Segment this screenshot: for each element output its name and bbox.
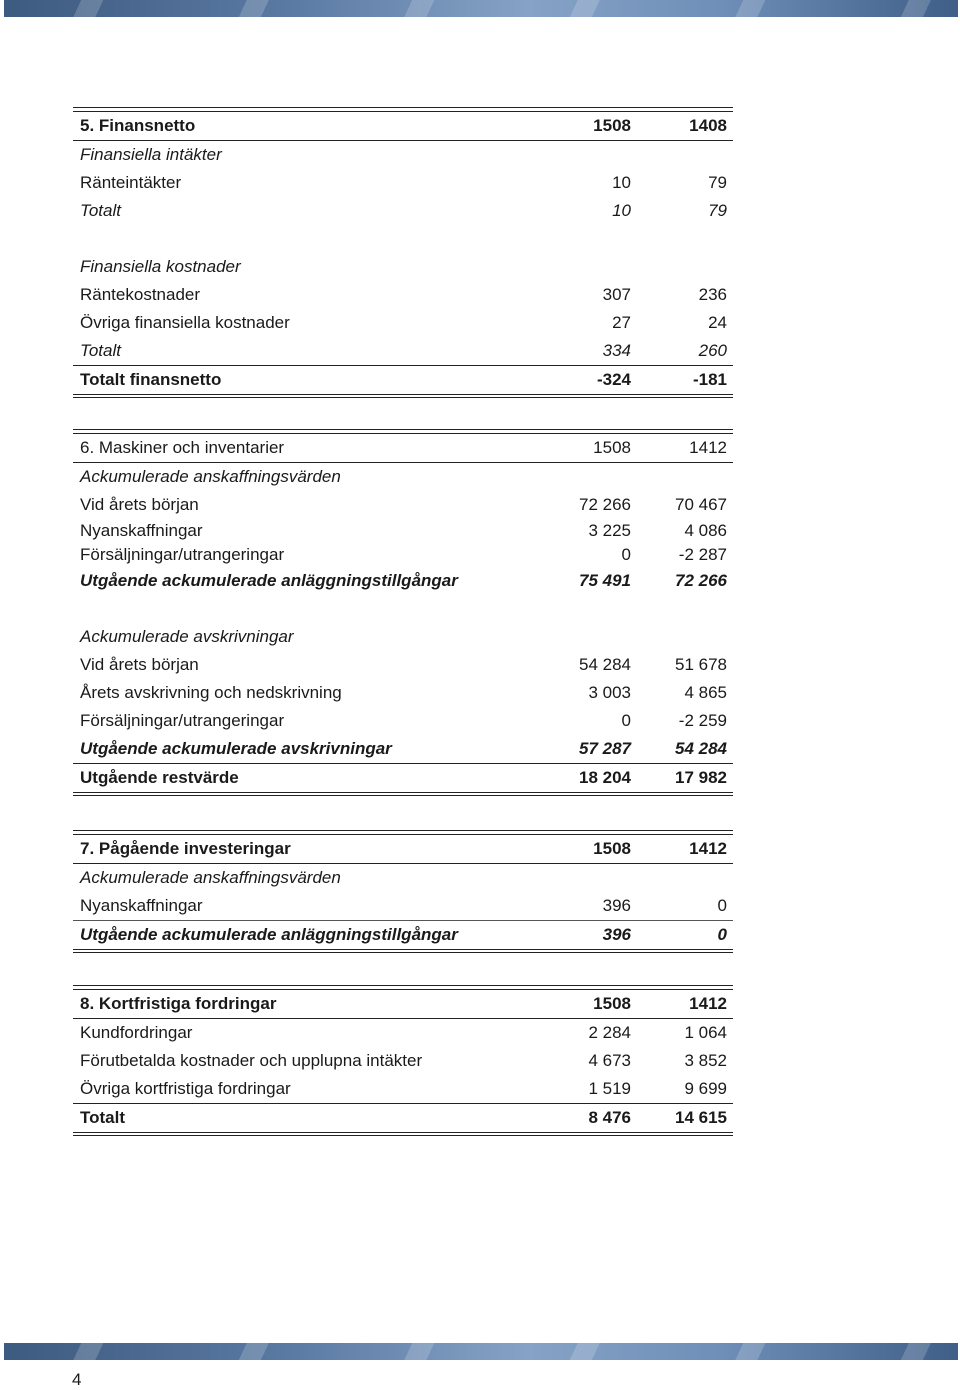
row-value-2: 260 [698,341,727,360]
section-heading: 8. Kortfristiga fordringar [80,994,277,1013]
double-rule [73,792,733,796]
row-label: Utgående ackumulerade avskrivningar [80,739,392,758]
row-value-1: 2 284 [588,1023,631,1042]
section-pagaende [73,830,733,953]
row-value-2: 24 [708,313,727,332]
row-value-2: 3 852 [684,1051,727,1070]
row-value-2: 4 086 [684,521,727,540]
table-row [73,253,733,281]
section-heading-row [73,990,733,1019]
subtotal-row [73,735,733,764]
table-row [73,679,733,707]
row-value-2: 1 064 [684,1023,727,1042]
table-row [73,519,733,543]
row-label: Utgående ackumulerade anläggningstillgångar [80,571,458,590]
row-value-1: 10 [612,201,631,220]
double-rule [73,1132,733,1136]
row-label: Vid årets början [80,655,199,674]
section-fordringar [73,985,733,1136]
row-label: Ackumulerade anskaffningsvärden [80,467,341,486]
table-row [73,543,733,567]
row-value-1: 4 673 [588,1051,631,1070]
total-row [73,764,733,792]
row-label: Ackumulerade avskrivningar [80,627,294,646]
row-label: Vid årets början [80,495,199,514]
row-value-2: 54 284 [675,739,727,758]
section-heading: 6. Maskiner och inventarier [80,438,285,457]
row-value-2: 14 615 [675,1108,727,1127]
table-row [73,281,733,309]
row-value-2: 70 467 [675,495,727,514]
table-row [73,169,733,197]
row-label: Totalt finansnetto [80,370,222,389]
row-value-2: 0 [717,896,727,915]
table-row [73,864,733,892]
row-value-1: -324 [596,370,631,389]
row-label: Utgående restvärde [80,768,239,787]
table-row [73,337,733,366]
row-value-1: 72 266 [579,495,631,514]
row-value-2: 79 [708,173,727,192]
footer-band [4,1343,958,1360]
row-label: Förutbetalda kostnader och upplupna intäkter [80,1051,423,1070]
table-row [73,892,733,921]
row-label: Ränteintäkter [80,173,182,192]
row-value-1: 18 204 [579,768,631,787]
row-label: Räntekostnader [80,285,201,304]
row-value-2: 51 678 [675,655,727,674]
row-label: Försäljningar/utrangeringar [80,545,285,564]
row-value-1: 334 [602,341,631,360]
table-row [73,1075,733,1104]
double-rule [73,394,733,398]
row-label: Nyanskaffningar [80,521,203,540]
row-value-1: 3 003 [588,683,631,702]
row-value-2: 79 [708,201,727,220]
row-value-1: 1 519 [588,1079,631,1098]
row-value-2: -2 287 [678,545,727,564]
col-header-2: 1412 [689,994,727,1013]
row-label: Försäljningar/utrangeringar [80,711,285,730]
header-band [4,0,958,17]
table-row [73,141,733,169]
row-value-1: 75 491 [579,571,631,590]
row-label: Ackumulerade anskaffningsvärden [80,868,341,887]
total-row [73,366,733,394]
row-label: Totalt [80,201,121,220]
row-value-2: 17 982 [675,768,727,787]
row-value-2: 4 865 [684,683,727,702]
row-value-2: 9 699 [684,1079,727,1098]
total-row [73,1104,733,1132]
row-value-1: 396 [602,896,631,915]
table-row [73,1019,733,1047]
row-value-2: -2 259 [678,711,727,730]
row-value-1: 27 [612,313,631,332]
section-heading: 7. Pågående investeringar [80,839,291,858]
section-heading: 5. Finansnetto [80,116,196,135]
table-row [73,623,733,651]
subtotal-row [73,567,733,595]
row-value-2: 0 [717,925,727,944]
row-label: Kundfordringar [80,1023,193,1042]
row-label: Finansiella kostnader [80,257,241,276]
table-row [73,1047,733,1075]
row-label: Finansiella intäkter [80,145,222,164]
table-row [73,197,733,225]
row-label: Nyanskaffningar [80,896,203,915]
col-header-2: 1408 [689,116,727,135]
table-row [73,491,733,519]
spacer-row [73,225,733,253]
row-value-1: 57 287 [579,739,631,758]
row-value-1: 3 225 [588,521,631,540]
section-heading-row [73,434,733,463]
col-header-1: 1508 [593,116,631,135]
row-label: Övriga finansiella kostnader [80,313,290,332]
row-value-1: 307 [602,285,631,304]
total-row [73,921,733,949]
page-number: 4 [72,1370,82,1389]
row-label: Totalt [80,341,121,360]
col-header-2: 1412 [689,438,727,457]
col-header-1: 1508 [593,839,631,858]
section-heading-row [73,112,733,141]
row-value-1: 10 [612,173,631,192]
table-row [73,463,733,491]
row-value-1: 396 [602,925,631,944]
section-maskiner [73,429,733,796]
row-label: Årets avskrivning och nedskrivning [80,683,342,702]
row-label: Utgående ackumulerade anläggningstillgångar [80,925,458,944]
row-value-2: -181 [692,370,727,389]
double-rule [73,949,733,953]
row-label: Övriga kortfristiga fordringar [80,1079,291,1098]
row-label: Totalt [80,1108,126,1127]
section-heading-row [73,835,733,864]
table-row [73,707,733,735]
row-value-1: 0 [621,545,631,564]
row-value-2: 72 266 [675,571,727,590]
row-value-1: 54 284 [579,655,631,674]
row-value-2: 236 [698,285,727,304]
spacer-row [73,595,733,623]
row-value-1: 0 [621,711,631,730]
row-value-1: 8 476 [588,1108,631,1127]
col-header-2: 1412 [689,839,727,858]
col-header-1: 1508 [593,438,631,457]
table-row [73,651,733,679]
col-header-1: 1508 [593,994,631,1013]
section-finansnetto [73,107,733,398]
table-row [73,309,733,337]
